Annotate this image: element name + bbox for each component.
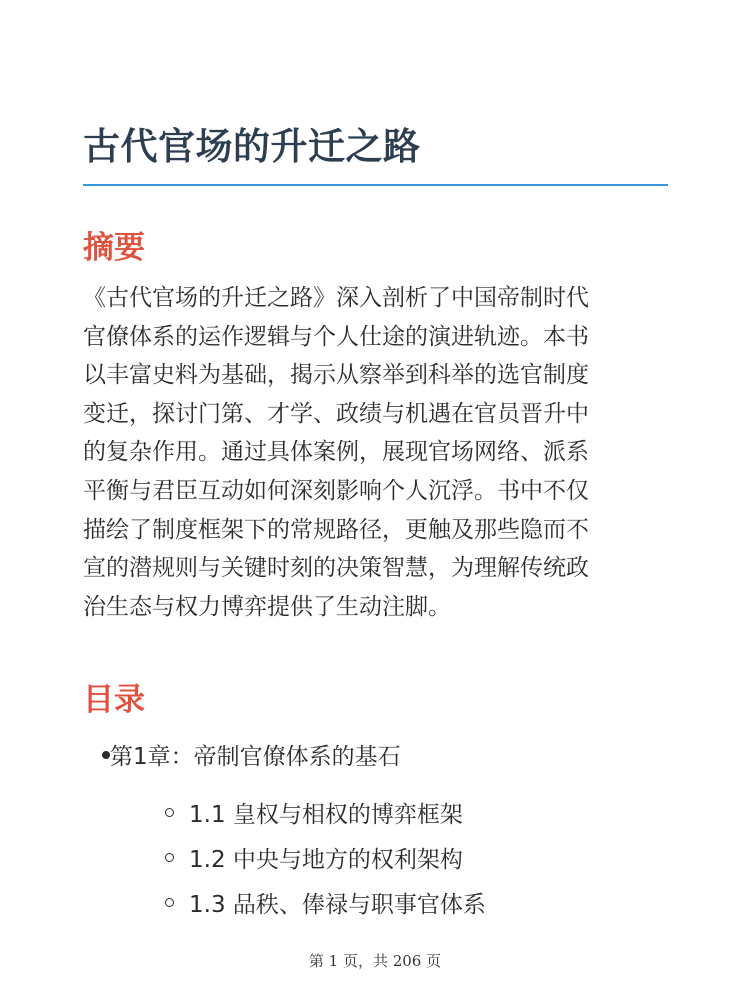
- toc-section-1-2: [189, 841, 463, 874]
- bullet-circle-icon: [165, 853, 174, 862]
- document-title: 古代官场的升迁之路: [83, 125, 421, 168]
- toc-section-1-3: [189, 886, 486, 919]
- abstract-paragraph: 《古代官场的升迁之路》深入剖析了中国帝制时代 官僚体系的运作逻辑与个人仕途的演进轨迹。本书 以丰富史料为基础，揭示从察举到科举的选官制度 变迁，探讨门第、才学、政绩与机遇在官员晋升中 的复杂作用。通过具体案例，展现官场网络、派系 平衡与君臣互动如何深刻影响个人沉浮。书中不仅 描绘了制度框架下的常规路径，更触及那些隐而不 宣的潜规则与关键时刻的决策智慧，为理解传统政 治生态与权力博弈提供了生动注脚。: [83, 285, 589, 620]
- toc-section-1-1: [189, 796, 463, 829]
- abstract-heading: 摘要: [83, 230, 145, 266]
- bullet-disc-icon: [102, 751, 110, 759]
- bullet-circle-icon: [165, 898, 174, 907]
- page-footer: [0, 950, 750, 971]
- toc-section-label: 1.1 皇权与相权的博弈框架: [189, 802, 463, 828]
- toc-chapter-label: 第1章：帝制官僚体系的基石: [110, 744, 401, 770]
- toc-chapter-1: [110, 738, 401, 771]
- bullet-circle-icon: [165, 808, 174, 817]
- page-number-label: 第 1 页，共 206 页: [308, 952, 442, 970]
- title-divider: [83, 184, 668, 186]
- toc-section-label: 1.2 中央与地方的权利架构: [189, 847, 463, 873]
- toc-heading: 目录: [83, 682, 145, 718]
- toc-section-label: 1.3 品秩、俸禄与职事官体系: [189, 892, 486, 918]
